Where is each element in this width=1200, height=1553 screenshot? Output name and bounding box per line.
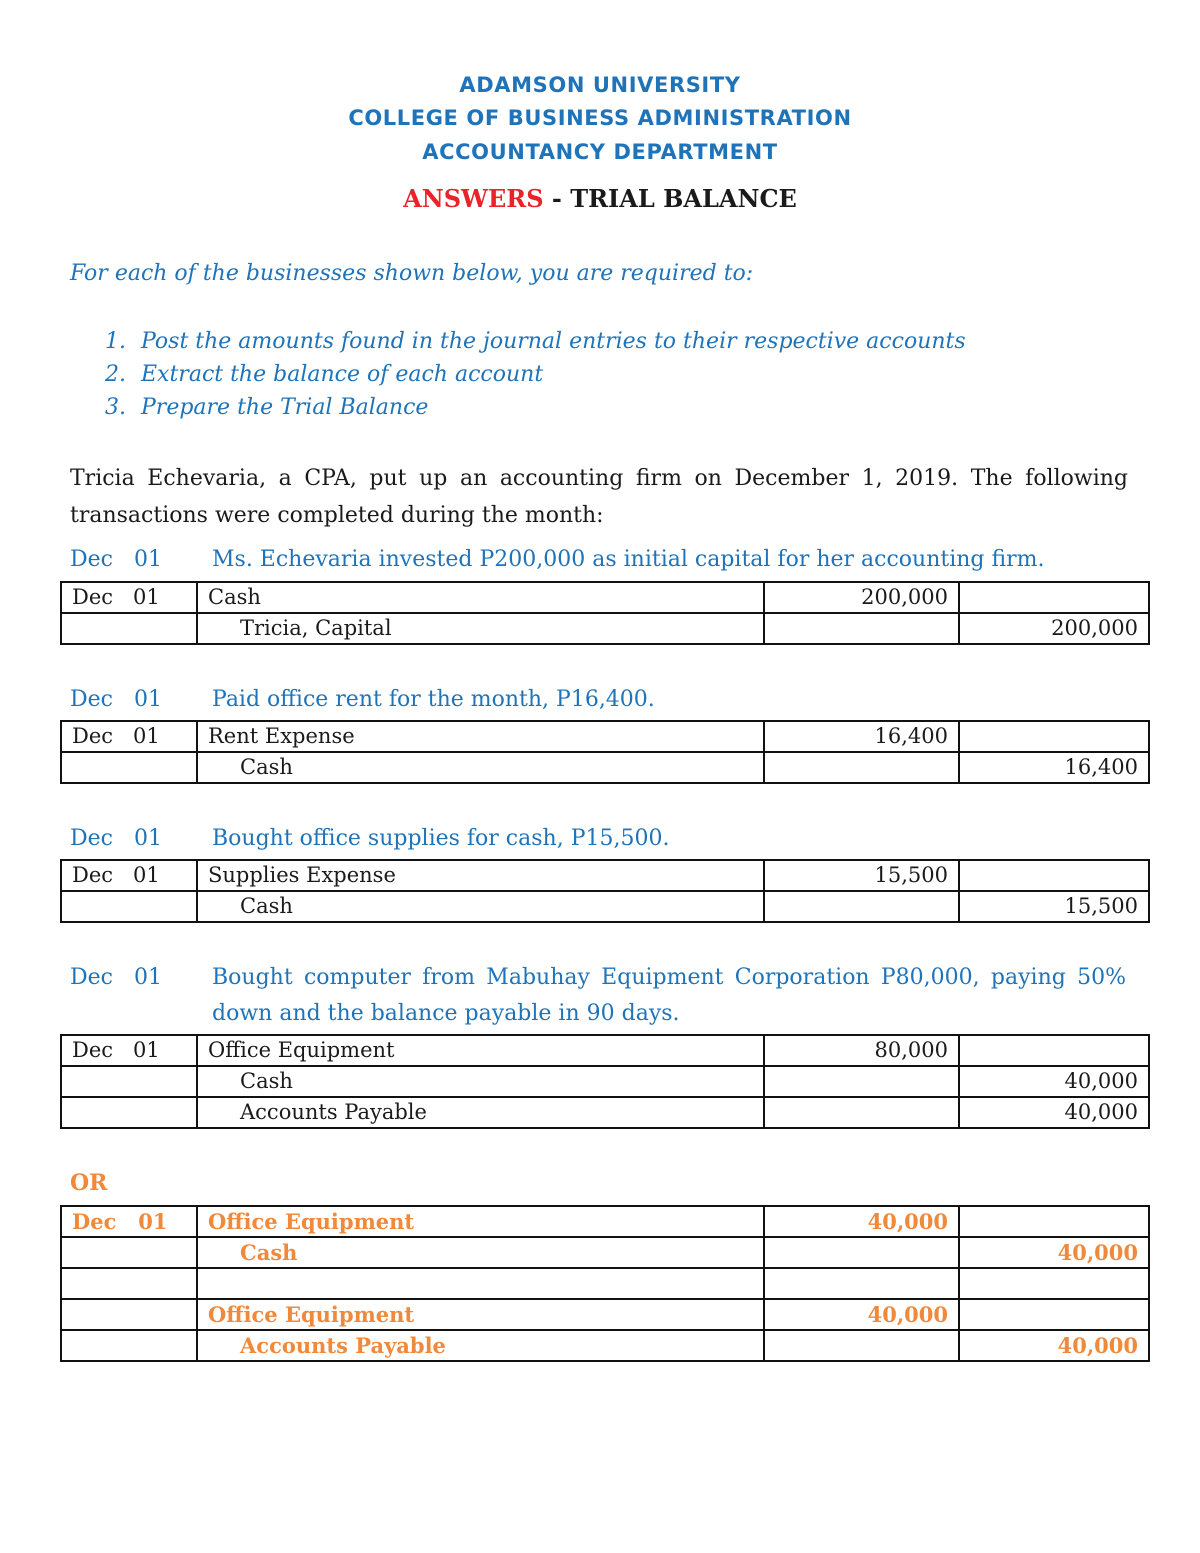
college-name: COLLEGE OF BUSINESS ADMINISTRATION — [348, 106, 852, 130]
journal-row — [61, 891, 1149, 922]
credit-amount: 200,000 — [959, 613, 1149, 644]
university-name: ADAMSON UNIVERSITY — [459, 73, 741, 97]
entry-date — [61, 613, 197, 644]
account-title: Office Equipment — [197, 1206, 764, 1237]
step-number: 1. — [105, 329, 126, 354]
journal-entry-table — [60, 1034, 1150, 1129]
entry-date — [61, 752, 197, 783]
account-title: Cash — [197, 582, 764, 613]
journal-row — [61, 1237, 1149, 1268]
transaction-date: Dec 01 — [70, 687, 162, 712]
account-title: Office Equipment — [197, 1035, 764, 1066]
credit-amount — [959, 860, 1149, 891]
entry-date: Dec 01 — [61, 582, 197, 613]
entry-date: Dec 01 — [61, 860, 197, 891]
account-title: Office Equipment — [197, 1299, 764, 1330]
journal-row — [61, 1206, 1149, 1237]
transaction-text: Bought computer from Mabuhay Equipment Corporation P80,000, paying 50% down and the balance payable in 90 days. — [212, 965, 1126, 1026]
journal-row — [61, 1097, 1149, 1128]
debit-amount — [764, 613, 959, 644]
journal-row — [61, 613, 1149, 644]
journal-entry-table — [60, 581, 1150, 645]
debit-amount: 40,000 — [764, 1206, 959, 1237]
journal-row — [61, 721, 1149, 752]
credit-amount — [959, 1268, 1149, 1299]
entry-date: Dec 01 — [61, 1035, 197, 1066]
debit-amount — [764, 1066, 959, 1097]
page-title — [0, 184, 1200, 213]
instruction-step — [105, 358, 966, 391]
journal-row — [61, 1268, 1149, 1299]
title-rest: - TRIAL BALANCE — [543, 184, 797, 213]
step-number: 3. — [105, 395, 126, 420]
account-title: Cash — [197, 891, 764, 922]
journal-row — [61, 582, 1149, 613]
journal-row — [61, 1035, 1149, 1066]
account-title: Supplies Expense — [197, 860, 764, 891]
debit-amount: 200,000 — [764, 582, 959, 613]
instructions-list — [105, 325, 966, 424]
debit-amount: 40,000 — [764, 1299, 959, 1330]
credit-amount: 40,000 — [959, 1097, 1149, 1128]
account-title: Cash — [197, 752, 764, 783]
entry-date — [61, 1066, 197, 1097]
account-title: Cash — [197, 1237, 764, 1268]
account-title: Accounts Payable — [197, 1330, 764, 1361]
journal-row — [61, 1299, 1149, 1330]
debit-amount: 16,400 — [764, 721, 959, 752]
entry-date — [61, 1237, 197, 1268]
debit-amount — [764, 891, 959, 922]
credit-amount: 16,400 — [959, 752, 1149, 783]
credit-amount — [959, 1206, 1149, 1237]
account-title: Cash — [197, 1066, 764, 1097]
debit-amount — [764, 1268, 959, 1299]
entry-date — [61, 891, 197, 922]
debit-amount — [764, 1097, 959, 1128]
or-label: OR — [70, 1170, 108, 1196]
journal-row — [61, 860, 1149, 891]
account-title — [197, 1268, 764, 1299]
transaction-date: Dec 01 — [70, 826, 162, 851]
debit-amount — [764, 1237, 959, 1268]
account-title: Rent Expense — [197, 721, 764, 752]
credit-amount — [959, 1299, 1149, 1330]
entry-date — [61, 1268, 197, 1299]
entry-date: Dec 01 — [61, 721, 197, 752]
credit-amount — [959, 582, 1149, 613]
transaction-text: Paid office rent for the month, P16,400. — [212, 687, 655, 712]
debit-amount: 15,500 — [764, 860, 959, 891]
account-title: Accounts Payable — [197, 1097, 764, 1128]
journal-entry-table — [60, 720, 1150, 784]
journal-entry-table — [60, 859, 1150, 923]
instruction-step — [105, 391, 966, 424]
credit-amount: 40,000 — [959, 1237, 1149, 1268]
entry-date — [61, 1097, 197, 1128]
entry-date — [61, 1299, 197, 1330]
transaction-date: Dec 01 — [70, 965, 162, 990]
credit-amount — [959, 721, 1149, 752]
debit-amount — [764, 752, 959, 783]
journal-row — [61, 752, 1149, 783]
step-text: Post the amounts found in the journal entries to their respective accounts — [141, 329, 966, 354]
step-number: 2. — [105, 362, 126, 387]
credit-amount: 15,500 — [959, 891, 1149, 922]
step-text: Extract the balance of each account — [141, 362, 544, 387]
entry-date — [61, 1330, 197, 1361]
entry-date: Dec 01 — [61, 1206, 197, 1237]
transaction-date: Dec 01 — [70, 547, 162, 572]
answers-label: ANSWERS — [403, 184, 544, 213]
journal-row — [61, 1066, 1149, 1097]
alternative-journal-table — [60, 1205, 1150, 1362]
credit-amount: 40,000 — [959, 1330, 1149, 1361]
transaction-text: Bought office supplies for cash, P15,500. — [212, 826, 670, 851]
step-text: Prepare the Trial Balance — [141, 395, 429, 420]
credit-amount: 40,000 — [959, 1066, 1149, 1097]
credit-amount — [959, 1035, 1149, 1066]
journal-row — [61, 1330, 1149, 1361]
debit-amount: 80,000 — [764, 1035, 959, 1066]
transaction-text: Ms. Echevaria invested P200,000 as initial capital for her accounting firm. — [212, 547, 1045, 572]
instruction-step — [105, 325, 966, 358]
department-name: ACCOUNTANCY DEPARTMENT — [422, 140, 778, 164]
account-title: Tricia, Capital — [197, 613, 764, 644]
scenario-paragraph: Tricia Echevaria, a CPA, put up an accounting firm on December 1, 2019. The following transactions were completed during the month: — [70, 466, 1128, 528]
instructions-intro: For each of the businesses shown below, you are required to: — [70, 261, 754, 286]
debit-amount — [764, 1330, 959, 1361]
